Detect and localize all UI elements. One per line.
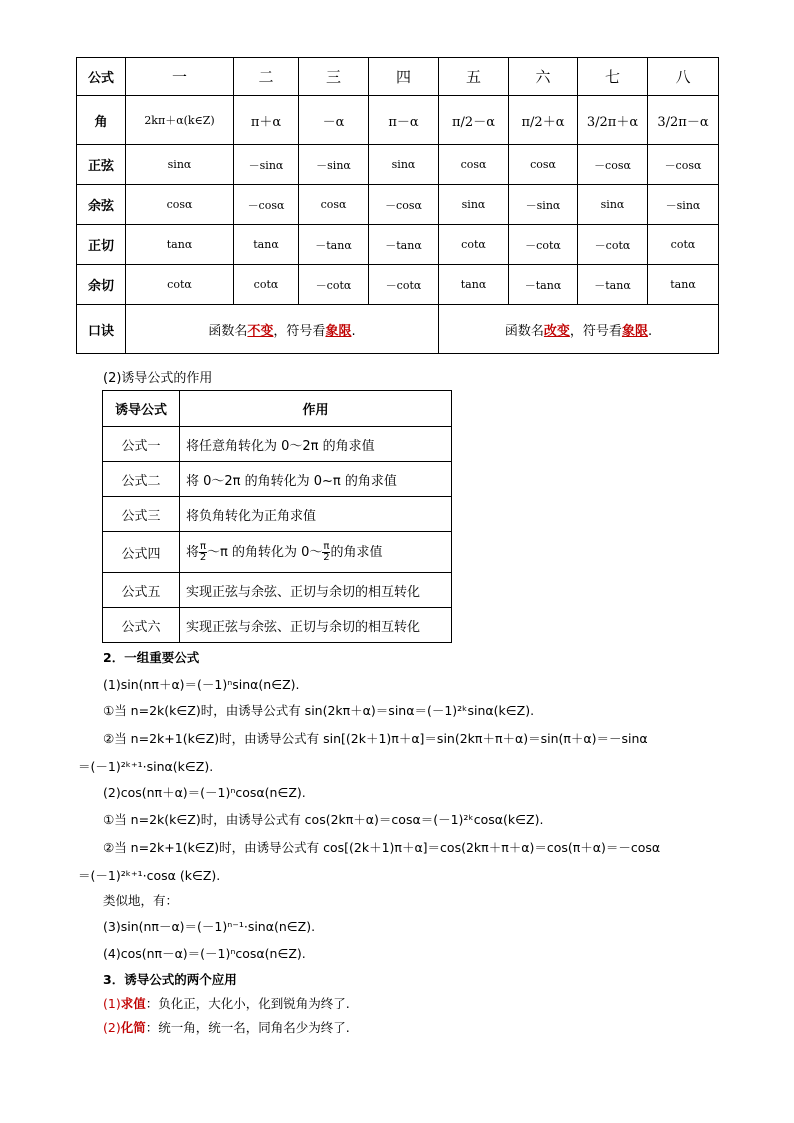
angle-cell: π－α: [369, 96, 439, 145]
value-cell: tanα: [234, 225, 299, 265]
application-text: ：负化正，大化小，化到锐角为终了.: [145, 996, 350, 1011]
table-header-row: [103, 391, 452, 427]
value-cell: cotα: [126, 265, 234, 305]
use-text: 的角求值: [330, 545, 383, 560]
formula-use: 实现正弦与余弦、正切与余切的相互转化: [180, 608, 452, 643]
value-cell: －tanα: [369, 225, 439, 265]
value-cell: sinα: [439, 185, 509, 225]
formula-line: ②当 n=2k+1(k∈Z)时，由诱导公式有 sin[(2k＋1)π＋α]＝sin(2kπ＋π＋α)＝sin(π＋α)＝－sinα: [103, 731, 648, 746]
pi-over-two-fraction: [199, 542, 207, 563]
value-cell: tanα: [648, 265, 719, 305]
use-text: ～π 的角转化为 0～: [207, 545, 323, 560]
formula-line: (4)cos(nπ－α)＝(－1)ⁿcosα(n∈Z).: [103, 946, 306, 961]
formula-use: 实现正弦与余弦、正切与余切的相互转化: [180, 573, 452, 608]
value-cell: tanα: [126, 225, 234, 265]
angle-cell: －α: [299, 96, 369, 145]
formula-line: ＝(－1)²ᵏ⁺¹·sinα(k∈Z).: [78, 759, 214, 774]
row-label: 正切: [77, 225, 126, 265]
mnemonic-right: [439, 305, 719, 354]
mnemonic-text: .: [647, 323, 653, 339]
value-cell: cosα: [509, 145, 578, 185]
cotangent-row: [77, 265, 719, 305]
mnemonic-left: [126, 305, 439, 354]
header-cell: 八: [648, 58, 719, 96]
mnemonic-keyword: 改变: [543, 323, 570, 339]
fraction-denominator: 2: [199, 552, 207, 563]
value-cell: －sinα: [234, 145, 299, 185]
section-heading: 3．诱导公式的两个应用: [103, 972, 237, 987]
row-label: 正弦: [77, 145, 126, 185]
formula-use: 将任意角转化为 0～2π 的角求值: [180, 427, 452, 462]
value-cell: －sinα: [299, 145, 369, 185]
header-cell: 作用: [180, 391, 452, 427]
header-cell: 六: [509, 58, 578, 96]
header-cell: 二: [234, 58, 299, 96]
angle-cell: 3/2π－α: [648, 96, 719, 145]
formula-line: (3)sin(nπ－α)＝(－1)ⁿ⁻¹·sinα(n∈Z).: [103, 919, 316, 934]
mnemonic-keyword: 象限: [325, 323, 352, 339]
row-label: 角: [77, 96, 126, 145]
mnemonic-text: 函数名: [208, 323, 248, 339]
value-cell: －sinα: [648, 185, 719, 225]
header-cell: 四: [369, 58, 439, 96]
application-line: [103, 1018, 350, 1036]
induction-formula-table: [76, 57, 719, 354]
value-cell: －cotα: [299, 265, 369, 305]
formula-line: ＝(－1)²ᵏ⁺¹·cosα (k∈Z).: [78, 868, 221, 883]
value-cell: cotα: [234, 265, 299, 305]
formula-name: 公式六: [103, 608, 180, 643]
formula-name: 公式三: [103, 497, 180, 532]
application-keyword: 化简: [120, 1020, 146, 1035]
application-line: [103, 994, 350, 1012]
angle-cell: π/2＋α: [509, 96, 578, 145]
table-row: [103, 462, 452, 497]
table-row: [103, 497, 452, 532]
value-cell: －cosα: [234, 185, 299, 225]
mnemonic-text: ，符号看: [273, 323, 326, 339]
value-cell: －cotα: [578, 225, 648, 265]
value-cell: cosα: [439, 145, 509, 185]
header-cell: 五: [439, 58, 509, 96]
formula-name: 公式一: [103, 427, 180, 462]
angle-row: [77, 96, 719, 145]
formula-use: 将 0～2π 的角转化为 0~π 的角求值: [180, 462, 452, 497]
table-row: [103, 573, 452, 608]
table-row: [103, 608, 452, 643]
mnemonic-keyword: 不变: [247, 323, 274, 339]
mnemonic-text: .: [351, 323, 356, 339]
formula-line: 类似地，有：: [103, 893, 179, 908]
formula-line: ①当 n=2k(k∈Z)时，由诱导公式有 cos(2kπ＋α)＝cosα＝(－1)²ᵏcosα(k∈Z).: [103, 812, 544, 827]
fraction-numerator: π: [200, 541, 207, 552]
row-label: 口诀: [77, 305, 126, 354]
table-row: [103, 427, 452, 462]
table-row: [103, 532, 452, 573]
formula-line: ①当 n=2k(k∈Z)时，由诱导公式有 sin(2kπ＋α)＝sinα＝(－1)²ᵏsinα(k∈Z).: [103, 703, 535, 718]
angle-cell: π/2－α: [439, 96, 509, 145]
value-cell: tanα: [439, 265, 509, 305]
application-text: ：统一角，统一名，同角名少为终了.: [145, 1020, 350, 1035]
tangent-row: [77, 225, 719, 265]
formula-name: 公式四: [103, 532, 180, 573]
line-prefix: (1): [103, 996, 121, 1011]
header-cell: 三: [299, 58, 369, 96]
sine-row: [77, 145, 719, 185]
value-cell: －cosα: [369, 185, 439, 225]
value-cell: －cotα: [369, 265, 439, 305]
mnemonic-row: [77, 305, 719, 354]
header-cell: 诱导公式: [103, 391, 180, 427]
mnemonic-text: 函数名: [504, 323, 544, 339]
formula-name: 公式五: [103, 573, 180, 608]
mnemonic-keyword: 象限: [621, 323, 648, 339]
formula-usage-table: [102, 390, 452, 643]
angle-cell: π＋α: [234, 96, 299, 145]
cosine-row: [77, 185, 719, 225]
value-cell: －tanα: [509, 265, 578, 305]
value-cell: －sinα: [509, 185, 578, 225]
row-label: 余切: [77, 265, 126, 305]
fraction-numerator: π: [323, 541, 330, 552]
table-header-row: [77, 58, 719, 96]
value-cell: －cosα: [578, 145, 648, 185]
value-cell: cosα: [299, 185, 369, 225]
value-cell: cotα: [439, 225, 509, 265]
mnemonic-text: ，符号看: [569, 323, 622, 339]
value-cell: sinα: [126, 145, 234, 185]
angle-cell: 3/2π＋α: [578, 96, 648, 145]
use-text: 将: [186, 545, 200, 560]
row-label: 余弦: [77, 185, 126, 225]
value-cell: sinα: [578, 185, 648, 225]
application-keyword: 求值: [120, 996, 146, 1011]
header-cell: 公式: [77, 58, 126, 96]
fraction-denominator: 2: [323, 552, 330, 563]
value-cell: －tanα: [299, 225, 369, 265]
value-cell: －cotα: [509, 225, 578, 265]
formula-line: ②当 n=2k+1(k∈Z)时，由诱导公式有 cos[(2k＋1)π＋α]＝cos(2kπ＋π＋α)＝cos(π＋α)＝－cosα: [103, 840, 661, 855]
formula-name: 公式二: [103, 462, 180, 497]
value-cell: sinα: [369, 145, 439, 185]
subsection-title: (2)诱导公式的作用: [103, 371, 213, 386]
value-cell: －cosα: [648, 145, 719, 185]
angle-cell: 2kπ＋α(k∈Z): [126, 96, 234, 145]
value-cell: cotα: [648, 225, 719, 265]
formula-use: 将负角转化为正角求值: [180, 497, 452, 532]
section-heading: 2．一组重要公式: [103, 650, 200, 665]
formula-line: (2)cos(nπ＋α)＝(－1)ⁿcosα(n∈Z).: [103, 785, 306, 800]
value-cell: cosα: [126, 185, 234, 225]
header-cell: 一: [126, 58, 234, 96]
header-cell: 七: [578, 58, 648, 96]
value-cell: －tanα: [578, 265, 648, 305]
line-prefix: (2): [103, 1020, 121, 1035]
formula-use: [180, 532, 452, 573]
formula-line: (1)sin(nπ＋α)＝(－1)ⁿsinα(n∈Z).: [103, 677, 300, 692]
